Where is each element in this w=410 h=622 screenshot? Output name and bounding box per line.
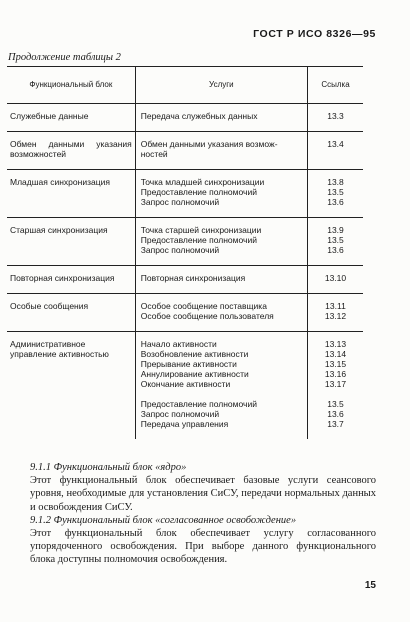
- services-cell: [135, 170, 307, 218]
- functional-blocks-table: [7, 66, 363, 439]
- reference-item: 13.6: [327, 409, 344, 419]
- table-row: [7, 266, 363, 294]
- block-cell: Обмен данными указания возможностей: [7, 132, 135, 170]
- body-text: [30, 461, 376, 567]
- block-cell: Старшая синхронизация: [7, 218, 135, 266]
- reference-item: 13.8: [327, 177, 344, 187]
- table-continuation-label: Продолжение таблицы 2: [8, 52, 121, 63]
- column-header-block: Функциональный блок: [7, 67, 135, 104]
- service-item: Запрос полномочий: [140, 197, 220, 207]
- reference-item: 13.5: [327, 399, 344, 409]
- reference-item: 13.6: [327, 245, 344, 255]
- reference-cell: [307, 266, 363, 294]
- service-item: Запрос полномочий: [140, 245, 220, 255]
- reference-cell: [307, 170, 363, 218]
- reference-cell: [307, 104, 363, 132]
- service-item: Прерывание активности: [140, 359, 237, 369]
- reference-item: 13.11: [325, 301, 346, 311]
- table-row: [7, 170, 363, 218]
- section-heading: 9.1.1 Функциональный блок «ядро»: [30, 462, 187, 473]
- reference-item: 13.15: [324, 359, 347, 369]
- block-cell: Младшая синхронизация: [7, 170, 135, 218]
- table-row: [7, 294, 363, 332]
- services-cell: [135, 294, 307, 332]
- service-item: Начало активности: [140, 339, 217, 349]
- reference-item: 13.5: [327, 187, 344, 197]
- service-item: Передача служебных данных: [140, 111, 258, 121]
- reference-cell: [307, 332, 363, 440]
- table-row: [7, 104, 363, 132]
- reference-cell: [307, 294, 363, 332]
- column-header-reference: Ссылка: [307, 67, 363, 104]
- service-group-gap: [141, 389, 304, 399]
- reference-item: 13.9: [327, 225, 344, 235]
- service-item: Особое сообщение пользователя: [140, 311, 274, 321]
- section-paragraph: Этот функциональный блок обеспечивает базовые услуги сеансового уровня, необходимые для установления СиСУ, передачи нормальных данных и освобождения СиСУ.: [30, 475, 376, 513]
- table-row: [7, 332, 363, 440]
- services-cell: [135, 332, 307, 440]
- reference-item: 13.3: [327, 111, 344, 121]
- service-item: Предоставление полномочий: [140, 235, 257, 245]
- service-item: Точка младшей синхронизации: [140, 177, 265, 187]
- service-item: Передача управления: [140, 419, 229, 429]
- reference-item: 13.7: [327, 419, 344, 429]
- reference-item: 13.13: [324, 339, 347, 349]
- reference-item: 13.10: [324, 273, 347, 283]
- reference-item: 13.12: [324, 311, 347, 321]
- service-item: Особое сообщение поставщика: [140, 301, 267, 311]
- block-cell: Служебные данные: [7, 104, 135, 132]
- reference-item: 13.5: [327, 235, 344, 245]
- section-paragraph: Этот функциональный блок обеспечивает услугу согласованного упорядоченного освобождения. При выборе данного функционального блока доступны полномочия освобождения.: [30, 528, 376, 566]
- service-item: ностей: [140, 149, 168, 159]
- service-item: Окончание активности: [140, 379, 231, 389]
- reference-item: 13.16: [324, 369, 347, 379]
- services-cell: [135, 218, 307, 266]
- service-item: Запрос полномочий: [140, 409, 220, 419]
- reference-item: 13.4: [327, 139, 344, 149]
- service-item: Аннулирование активности: [140, 369, 249, 379]
- column-header-services: Услуги: [135, 67, 307, 104]
- service-item: Обмен данными указания возмож-: [140, 139, 278, 149]
- reference-item: 13.6: [327, 197, 344, 207]
- service-item: Предоставление полномочий: [140, 399, 257, 409]
- service-item: Точка старшей синхронизации: [140, 225, 262, 235]
- service-item: Предоставление полномочий: [140, 187, 257, 197]
- table-row: [7, 218, 363, 266]
- table-row: [7, 132, 363, 170]
- block-cell: Особые сообщения: [7, 294, 135, 332]
- reference-item: 13.14: [324, 349, 347, 359]
- section-heading: 9.1.2 Функциональный блок «согласованное освобождение»: [30, 514, 297, 526]
- page-number: 15: [364, 580, 376, 591]
- reference-group-gap: [311, 389, 360, 399]
- services-cell: [135, 132, 307, 170]
- block-cell: Административное управление активностью: [7, 332, 135, 440]
- reference-item: 13.17: [324, 379, 347, 389]
- service-item: Повторная синхронизация: [140, 273, 246, 283]
- block-cell: Повторная синхронизация: [7, 266, 135, 294]
- reference-cell: [307, 132, 363, 170]
- reference-cell: [307, 218, 363, 266]
- service-item: Возобновление активности: [140, 349, 249, 359]
- services-cell: [135, 266, 307, 294]
- document-header: ГОСТ Р ИСО 8326—95: [253, 28, 376, 40]
- services-cell: [135, 104, 307, 132]
